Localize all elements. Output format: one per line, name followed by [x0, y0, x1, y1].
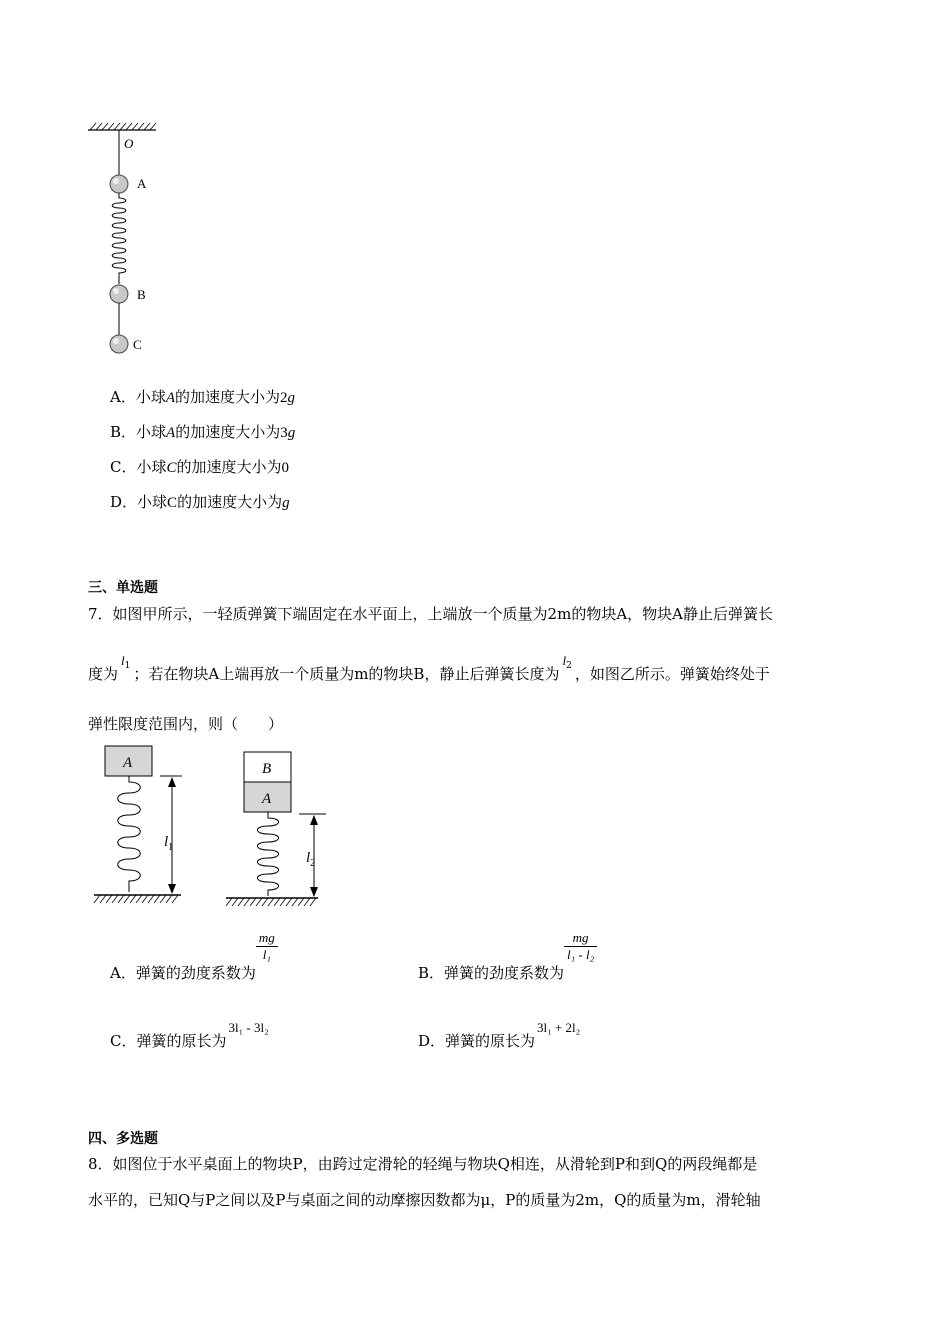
- section-title-single-choice: 三、单选题: [88, 580, 158, 596]
- q7-option-a[interactable]: A．弹簧的劲度系数为 $\frac{mg}{\text{l₁}}$: [110, 930, 278, 963]
- q6-option-d[interactable]: D．小球C的加速度大小为g: [110, 493, 290, 511]
- q7-line-2: 度为$l_1$ ；若在物块A上端再放一个质量为m的物块B，静止后弹簧长度为$l_2$ ，如图乙所示。弹簧始终处于: [88, 653, 770, 683]
- ceiling: [88, 123, 156, 130]
- ball-b: [110, 285, 128, 303]
- label-l1: $l_1$: [164, 834, 174, 853]
- q6-option-b[interactable]: B．小球A的加速度大小为3g: [110, 423, 296, 441]
- label-l2: $l_2$: [306, 850, 316, 869]
- q7-option-d[interactable]: D．弹簧的原长为3l₁ + 2l₂: [418, 1020, 581, 1050]
- q6-option-a[interactable]: A．小球A的加速度大小为2g: [110, 388, 296, 406]
- ball-a: [110, 175, 128, 193]
- spring-left: [118, 776, 141, 892]
- section-title-multiple-choice: 四、多选题: [88, 1131, 158, 1147]
- ground-right-hatch: [226, 898, 316, 906]
- q7-line-3: 弹性限度范围内，则（ ）: [88, 715, 284, 733]
- block-a-right-label: A: [262, 791, 272, 807]
- dimension-l2: [299, 814, 326, 897]
- q7-spring-figure: [86, 740, 336, 915]
- ball-c: [110, 335, 128, 353]
- fraction-b: $\frac{mg}{\text{l₁ - l₂}}$: [564, 930, 597, 963]
- spring-coil: [112, 193, 126, 284]
- q7-line-1: 7．如图甲所示，一轻质弹簧下端固定在水平面上，上端放一个质量为2m的物块A，物块A静止后弹簧长: [88, 605, 773, 623]
- q8-line-2: 水平的，已知Q与P之间以及P与桌面之间的动摩擦因数都为μ，P的质量为2m，Q的质量为m，滑轮轴: [88, 1191, 761, 1209]
- ground-left-hatch: [94, 895, 178, 903]
- fraction-a: $\frac{mg}{\text{l₁}}$: [256, 930, 278, 963]
- hanging-spring-figure: [80, 118, 190, 363]
- label-a: A: [137, 176, 147, 191]
- label-b: B: [137, 287, 146, 302]
- q7-option-b[interactable]: B．弹簧的劲度系数为 $\frac{mg}{\text{l₁ - l₂}}$: [418, 930, 597, 963]
- block-a-left-label: A: [123, 755, 133, 771]
- label-c: C: [133, 337, 142, 352]
- block-b-label: B: [262, 761, 272, 777]
- q6-option-c[interactable]: C．小球C的加速度大小为0: [110, 458, 290, 476]
- spring-right: [258, 812, 279, 896]
- label-o: O: [124, 136, 134, 151]
- q7-option-c[interactable]: C．弹簧的原长为3l₁ - 3l₂: [110, 1020, 269, 1050]
- q8-line-1: 8．如图位于水平桌面上的物块P，由跨过定滑轮的轻绳与物块Q相连，从滑轮到P和到Q的两段绳都是: [88, 1155, 758, 1173]
